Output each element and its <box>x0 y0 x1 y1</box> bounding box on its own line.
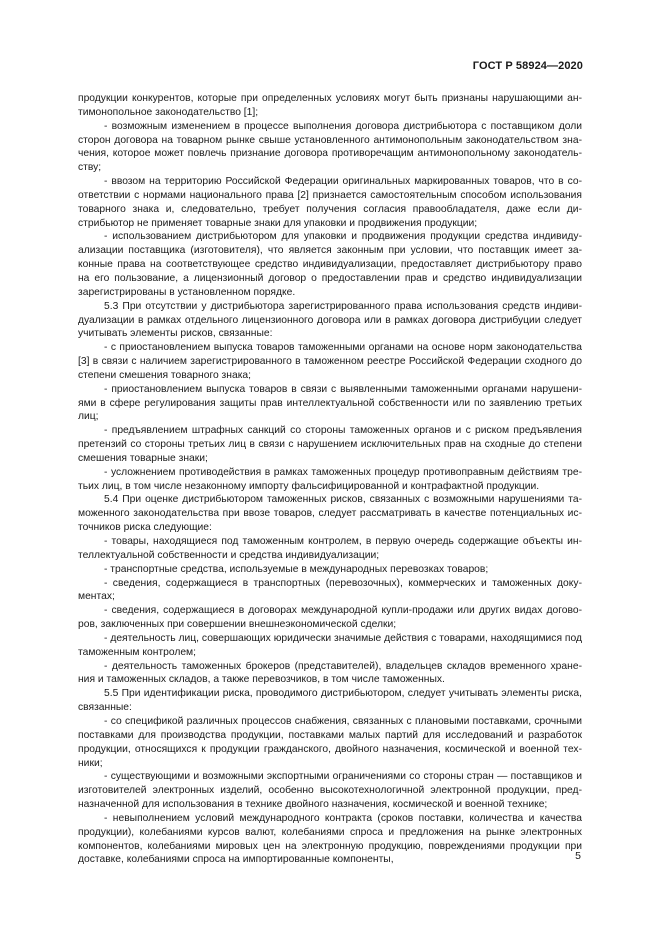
section-paragraph-5-5: 5.5 При идентификации риска, проводимого дистрибьютором, следует учитывать элементы риска, связанные: <box>78 688 582 714</box>
list-item: - невыполнением условий международного контракта (сроков поставки, количества и качества продукции), колебаниями курсов валют, колебаниями спроса и предложения на рынке электронных компонентов, колебаниями мировых цен на электронную продукцию, повреждениями продукции при доставке, колебаниями спроса на импортированные компоненты, <box>78 812 582 866</box>
list-item: - сведения, содержащиеся в договорах международной купли-продажи или других видах договоров, заключенных при совершении внешнеэкономической сделки; <box>78 605 582 631</box>
list-item: - деятельность таможенных брокеров (представителей), владельцев складов временного хранения и таможенных складов, а также перевозчиков, в том числе таможенных. <box>78 660 582 686</box>
list-item: - ввозом на территорию Российской Федерации оригинальных маркированных товаров, что в соответствии с нормами национального права [2] признается самостоятельным способом использования товарного знака и, следовательно, требует получения согласия правообладателя, даже если дистрибьютор не применяет товарные знаки для упаковки и продвижения продукции; <box>78 176 582 229</box>
list-item: - товары, находящиеся под таможенным контролем, в первую очередь содержащие объекты интеллектуальной собственности и средства индивидуализации; <box>78 536 582 561</box>
list-item: - транспортные средства, используемые в международных перевозках товаров; <box>104 563 489 575</box>
list-item: - возможным изменением в процессе выполнения договора дистрибьютора с поставщиком доли сторон договора на товарном рынке свыше установленного антимонопольным законодательством значения, которое может повлечь признание договора противоречащим антимонопольному законодательству; <box>78 120 582 174</box>
list-item: - деятельность лиц, совершающих юридически значимые действия с товарами, находящимися под таможенным контролем; <box>78 632 582 658</box>
list-item: - использованием дистрибьютором для упаковки и продвижения продукции средства индивидуализации поставщика (изготовителя), что является законным при условии, что поставщик имеет законные права на соответствующее средство индивидуализации, предоставляет дистрибьютору право на его пользование, а лицензионный договор о предоставлении прав и средство индивидуализации зарегистрированы в установленном порядке. <box>78 231 582 298</box>
list-item: - со спецификой различных процессов снабжения, связанных с плановыми поставками, срочными поставками для производства продукции, поставками малых партий для исследований и разработок продукции, относящихся к продукции гражданского, двойного назначения, космической и военной техники; <box>78 715 582 769</box>
list-item: - существующими и возможными экспортными ограничениями со стороны стран — поставщиков и изготовителей электронных изделий, особенно высокотехнологичной электронной продукции, предназначенной для использования в технике двойного назначения, космической и военной технике; <box>78 771 582 811</box>
paragraph: продукции конкурентов, которые при определенных условиях могут быть признаны нарушающими антимонопольное законодательство [1]; <box>78 93 582 118</box>
document-body <box>78 92 582 867</box>
section-paragraph-5-3: 5.3 При отсутствии у дистрибьютора зарегистрированного права использования средств индивидуализации в рамках отдельного лицензионного договора или в рамках договора дистрибуции следует учитывать элементы рисков, связанные: <box>78 300 582 340</box>
list-item: - с приостановлением выпуска товаров таможенными органами на основе норм законодательства [3] в связи с наличием зарегистрированного в таможенном реестре Российской Федерации сходного до степени смешения товарного знака; <box>78 342 582 381</box>
list-item: - сведения, содержащиеся в транспортных (перевозочных), коммерческих и таможенных документах; <box>78 577 582 603</box>
document-header: ГОСТ Р 58924—2020 <box>472 60 583 72</box>
section-paragraph-5-4: 5.4 При оценке дистрибьютором таможенных рисков, связанных с возможными нарушениями таможенного законодательства при ввозе товаров, следует рассматривать в качестве потенциальных источников риска следующие: <box>78 494 582 534</box>
page-number: 5 <box>575 850 581 862</box>
list-item: - предъявлением штрафных санкций со стороны таможенных органов и с риском предъявления претензий со стороны третьих лиц в связи с нарушением исключительных прав на сходные до степени смешения товарные знаки; <box>78 425 582 464</box>
list-item: - усложнением противодействия в рамках таможенных процедур противоправным действиям третьих лиц, в том числе незаконному импорту фальсифицированной и контрафактной продукции. <box>78 466 582 492</box>
list-item: - приостановлением выпуска товаров в связи с выявленными таможенными органами нарушениями в сфере регулирования защиты прав интеллектуальной собственности или по заявлению третьих лиц; <box>78 383 582 423</box>
